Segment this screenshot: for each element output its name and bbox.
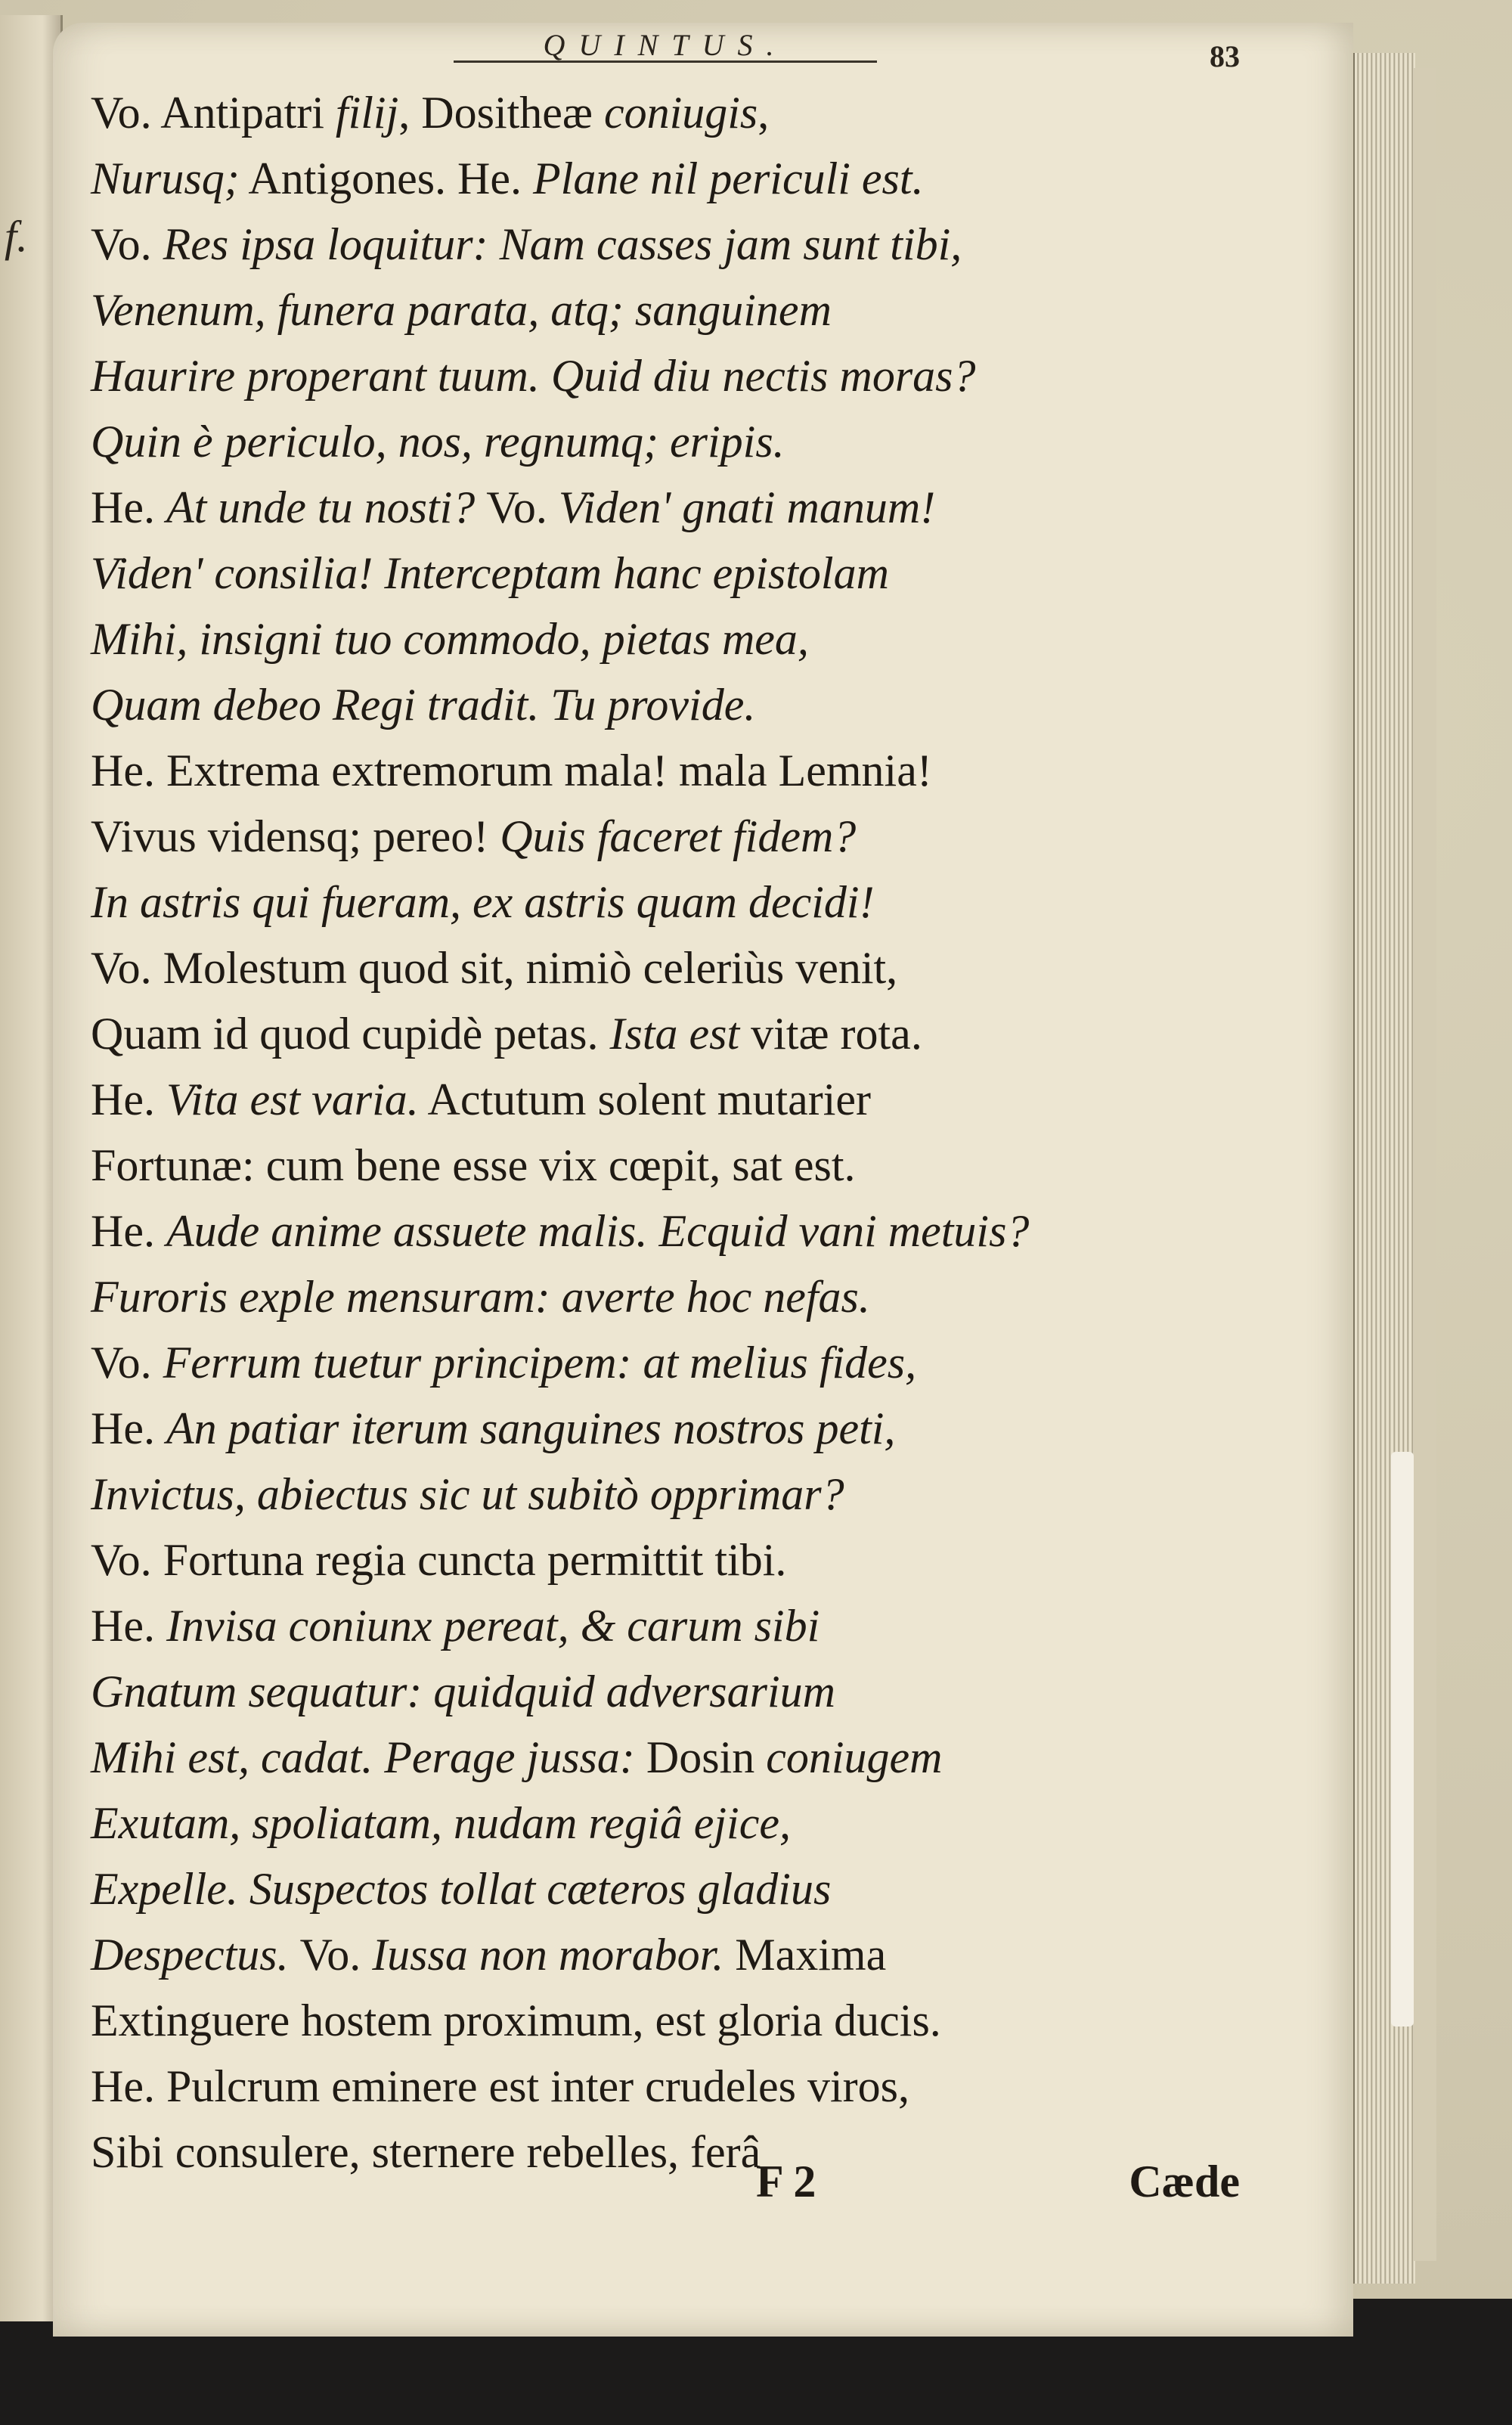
page-number: 83 (1210, 39, 1240, 73)
italic-text: An patiar iterum sanguines nostros peti, (166, 1403, 896, 1453)
roman-text: He. Pulcrum eminere est inter crudeles viros, (91, 2061, 909, 2111)
text-line (91, 1856, 1164, 1922)
italic-text: Quin è periculo, nos, regnumq; eripis. (91, 417, 785, 467)
roman-text: He. (91, 1403, 166, 1453)
text-line (91, 1527, 1164, 1593)
italic-text: Aude anime assuete malis. Ecquid vani metuis? (166, 1206, 1030, 1256)
roman-text: He. (91, 1075, 166, 1124)
text-line (91, 343, 1164, 409)
text-line (91, 1264, 1164, 1330)
running-head: QUINTUS. (454, 23, 877, 63)
roman-text: Vo. (486, 482, 559, 532)
italic-text: Despectus. (91, 1930, 300, 1980)
text-line (91, 80, 1164, 146)
italic-text: Furoris exple mensuram: averte hoc nefas. (91, 1272, 870, 1322)
italic-text: filij (335, 88, 399, 138)
text-line (91, 606, 1164, 672)
text-line (91, 804, 1164, 870)
italic-text: In astris qui fueram, ex astris quam decidi! (91, 877, 875, 927)
roman-text: Vo. (91, 1338, 163, 1388)
roman-text: Maxima (723, 1930, 887, 1980)
roman-text: , (758, 88, 770, 138)
text-line (91, 2054, 1164, 2120)
page-footer (756, 2147, 1240, 2216)
italic-text: Mihi est, cadat. Perage jussa: (91, 1732, 646, 1782)
roman-text: Vo. (91, 219, 163, 269)
italic-text: Res ipsa loquitur: Nam casses jam sunt tibi, (163, 219, 962, 269)
roman-text: Antigones. He. (239, 154, 534, 203)
text-line (91, 1133, 1164, 1199)
roman-text: Vo. Fortuna regia cuncta permittit tibi. (91, 1535, 787, 1585)
italic-text: Vita est varia. (166, 1075, 419, 1124)
italic-text: Invisa coniunx pereat, & carum sibi (166, 1601, 820, 1651)
text-line (91, 278, 1164, 343)
roman-text: Vivus vidensq; pereo! (91, 811, 500, 861)
text-line (91, 1396, 1164, 1462)
roman-text: Extinguere hostem proximum, est gloria ducis. (91, 1996, 941, 2045)
roman-text: vitæ rota. (739, 1009, 922, 1059)
roman-text: Fortunæ: cum bene esse vix cœpit, sat est. (91, 1140, 856, 1190)
italic-text: Quam debeo Regi tradit. Tu provide. (91, 680, 756, 730)
italic-text: coniugis (603, 88, 758, 138)
text-line (91, 212, 1164, 278)
italic-text: Venenum, funera parata, atq; sanguinem (91, 285, 832, 335)
catchword: Cæde (1129, 2157, 1240, 2206)
text-line (91, 541, 1164, 606)
italic-text: Expelle. Suspectos tollat cæteros gladius (91, 1864, 832, 1914)
italic-text: Gnatum sequatur: quidquid adversarium (91, 1667, 835, 1716)
roman-text: Dosin (646, 1732, 767, 1782)
text-line (91, 672, 1164, 738)
roman-text: Actutum solent mutarier (418, 1075, 872, 1124)
text-line (91, 935, 1164, 1001)
text-line (91, 1330, 1164, 1396)
text-line (91, 1067, 1164, 1133)
text-line (91, 1988, 1164, 2054)
text-line (91, 1462, 1164, 1527)
roman-text: He. (91, 482, 166, 532)
roman-text: He. Extrema extremorum mala! mala Lemnia! (91, 746, 932, 795)
text-line (91, 1659, 1164, 1725)
italic-text: Nurusq; (91, 154, 240, 203)
text-line (91, 1791, 1164, 1856)
italic-text: Ferrum tuetur principem: at melius fides, (163, 1338, 917, 1388)
text-line (91, 475, 1164, 541)
italic-text: Exutam, spoliatam, nudam regiâ ejice, (91, 1798, 791, 1848)
italic-text: Viden' gnati manum! (558, 482, 936, 532)
text-line (91, 409, 1164, 475)
text-line (91, 1725, 1164, 1791)
italic-text: Invictus, abiectus sic ut subitò opprimar? (91, 1469, 844, 1519)
italic-text: At unde tu nosti? (166, 482, 487, 532)
text-line (91, 1199, 1164, 1264)
roman-text: He. (91, 1206, 166, 1256)
italic-text: Iussa non morabor. (372, 1930, 724, 1980)
roman-text: , Dositheæ (398, 88, 604, 138)
margin-note: f. (5, 212, 28, 261)
signature-mark: F 2 (756, 2157, 816, 2206)
italic-text: Plane nil periculi est. (533, 154, 924, 203)
italic-text: coniugem (766, 1732, 943, 1782)
roman-text: Vo. Antipatri (91, 88, 336, 138)
text-line (91, 146, 1164, 212)
roman-text: Vo. (299, 1930, 373, 1980)
italic-text: Quis faceret fidem? (500, 811, 857, 861)
text-line (91, 1593, 1164, 1659)
italic-text: Haurire properant tuum. Quid diu nectis moras? (91, 351, 976, 401)
italic-text: Ista est (609, 1009, 740, 1059)
text-line (91, 870, 1164, 935)
text-line (91, 1922, 1164, 1988)
verse-text (91, 80, 1164, 2185)
roman-text: Quam id quod cupidè petas. (91, 1009, 610, 1059)
italic-text: Viden' consilia! Interceptam hanc epistolam (91, 548, 889, 598)
text-line (91, 738, 1164, 804)
text-line (91, 1001, 1164, 1067)
cover-edge (1414, 68, 1436, 2261)
roman-text: He. (91, 1601, 166, 1651)
roman-text: Vo. Molestum quod sit, nimiò celeriùs venit, (91, 943, 898, 993)
paper-slip (1391, 1452, 1414, 2027)
roman-text: Sibi consulere, sternere rebelles, ferâ (91, 2127, 761, 2177)
italic-text: Mihi, insigni tuo commodo, pietas mea, (91, 614, 809, 664)
